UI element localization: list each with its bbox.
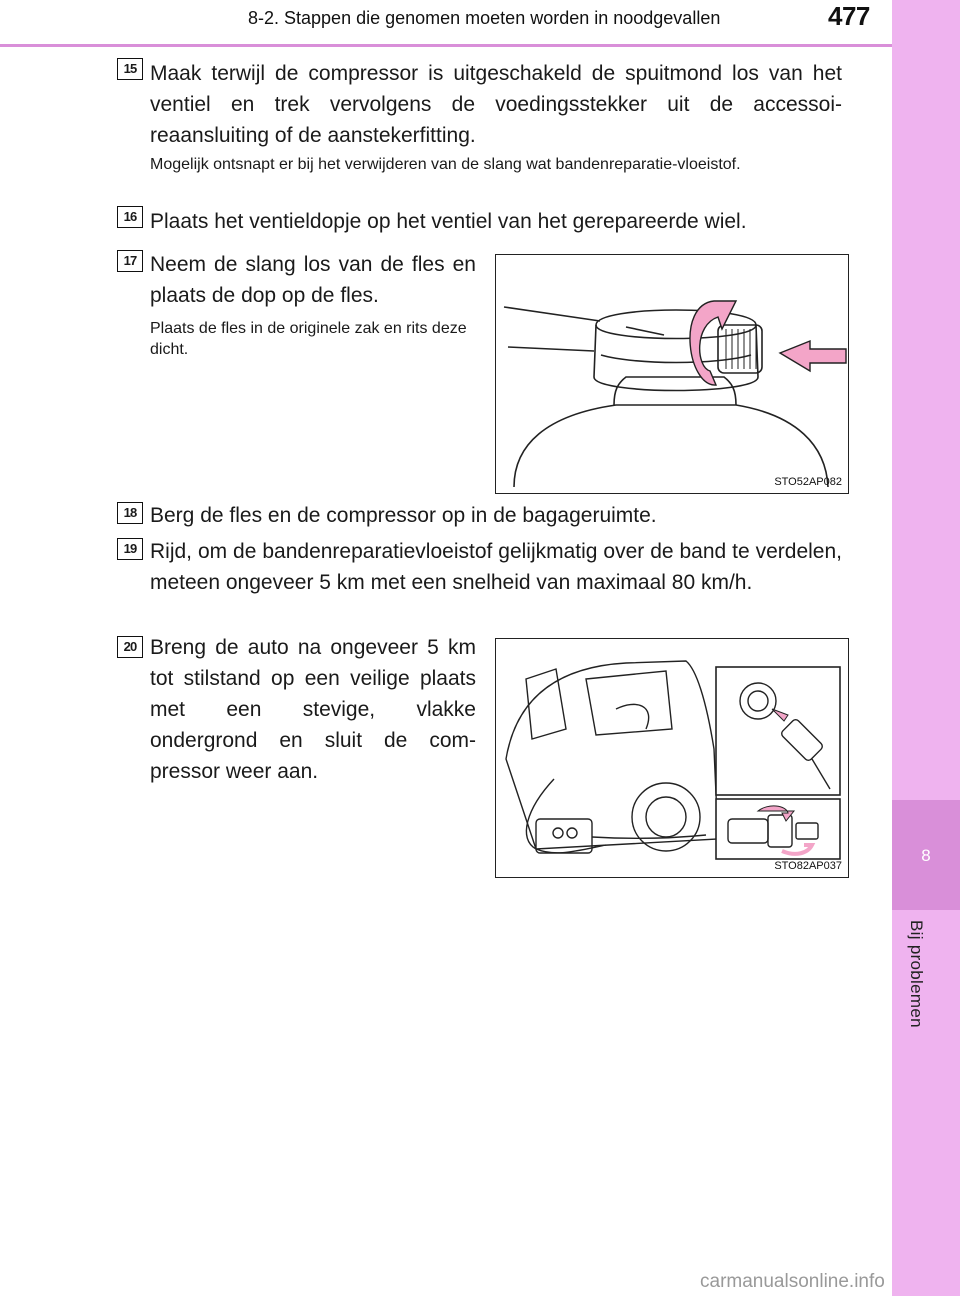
car-windshield — [586, 671, 672, 735]
car-compressor-figure — [495, 638, 849, 878]
car-wheel — [632, 783, 700, 851]
bottle-shoulder — [514, 405, 828, 487]
step-badge-17: 17 — [117, 250, 143, 272]
step-15-text: Maak terwijl de compressor is uitgeschakeld de spuitmond los van het ventiel en trek vervolgens de voedingsstekker uit de accessoi-reaansluiting of de aanstekerfitting. — [150, 62, 842, 147]
step-badge-19: 19 — [117, 538, 143, 560]
section-title: 8-2. Stappen die genomen moeten worden in noodgevallen — [248, 8, 721, 28]
chapter-label: Bij problemen — [907, 920, 926, 1028]
watermark: carmanualsonline.info — [700, 1271, 885, 1292]
hose-bottom — [508, 347, 594, 351]
bottle-cap-figure — [495, 254, 849, 494]
step-badge-20: 20 — [117, 636, 143, 658]
chapter-sidebar — [892, 0, 960, 1296]
step-15-note: Mogelijk ontsnapt er bij het verwijderen van de slang wat bandenreparatie-vloeistof. — [150, 156, 741, 173]
step-17-text: Neem de slang los van de fles en plaats de dop op de fles. — [150, 253, 476, 307]
bottle-cap-body — [594, 310, 758, 391]
page-number: 477 — [828, 1, 870, 31]
cable — [526, 779, 606, 853]
car-compressor-illustration — [496, 639, 848, 877]
step-badge-18: 18 — [117, 502, 143, 524]
figure-code: STO52AP082 — [774, 476, 842, 488]
bottle-cap-illustration — [496, 255, 848, 493]
step-19-text: Rijd, om de bandenreparatievloeistof gelijkmatig over de band te verdelen, meteen ongeveer 5 km met een snelheid van maximaal 80 km/h. — [150, 540, 842, 594]
step-18-text: Berg de fles en de compressor op in de bagageruimte. — [150, 504, 657, 527]
step-17-note: Plaats de fles in de originele zak en rits deze dicht. — [150, 320, 467, 358]
step-16-text: Plaats het ventieldopje op het ventiel van het gerepareerde wiel. — [150, 210, 747, 233]
cap-knob — [718, 325, 762, 373]
step-20-text: Breng de auto na ongeveer 5 km tot stilstand op een veilige plaats met een stevige, vlakke ondergrond en sluit de com-pressor weer aan. — [150, 636, 476, 783]
hose-top — [504, 307, 600, 321]
step-badge-15: 15 — [117, 58, 143, 80]
hose — [592, 835, 706, 838]
header-divider — [0, 44, 892, 47]
figure-code: STO82AP037 — [774, 860, 842, 872]
chapter-number: 8 — [921, 846, 931, 865]
push-arrow — [780, 341, 846, 371]
step-badge-16: 16 — [117, 206, 143, 228]
